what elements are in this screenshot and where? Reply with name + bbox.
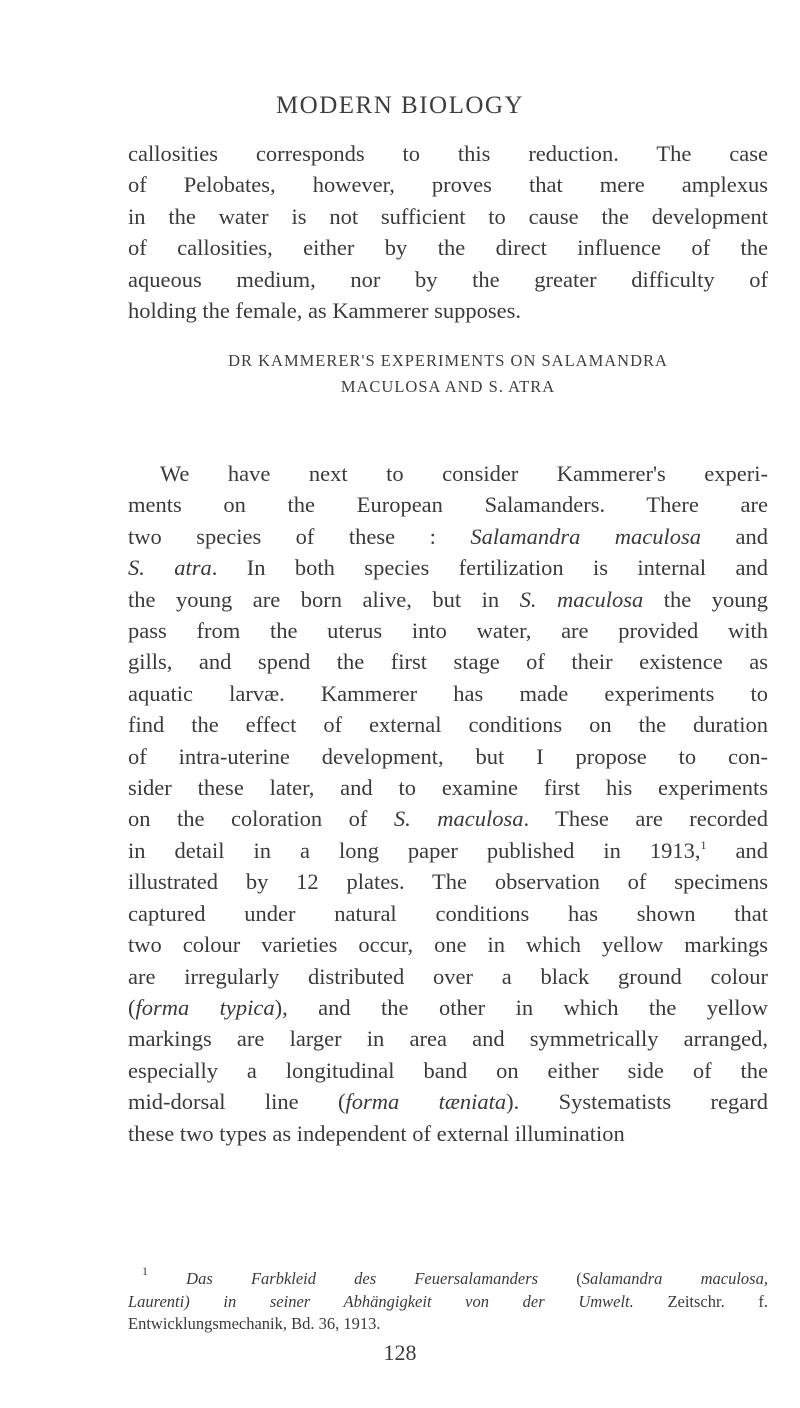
text-line: markings are larger in area and symmetrically arranged, <box>128 1026 768 1052</box>
text-line <box>128 835 768 866</box>
footnote-reference[interactable]: 1 <box>700 837 707 852</box>
text-line: are irregularly distributed over a black ground colour <box>128 963 768 989</box>
footnote-line <box>128 1264 768 1291</box>
text-line: especially a longitudinal band on either side of the <box>128 1057 768 1083</box>
italic-title: Salamandra maculosa, <box>581 1269 768 1288</box>
text-line: these two types as independent of external illumination <box>128 1120 625 1146</box>
italic-term: S. maculosa <box>519 586 644 612</box>
text-line: aqueous medium, nor by the greater difficulty of <box>128 266 768 292</box>
text-run: mid-dorsal line ( <box>128 1089 346 1115</box>
text-run: in detail in a long paper published in 1913, <box>128 837 701 863</box>
text-line <box>128 992 768 1023</box>
text-run: and <box>701 523 769 549</box>
text-line: We have next to consider Kammerer's experi- <box>160 461 768 486</box>
text-line <box>128 803 768 834</box>
text-run: ( <box>538 1269 582 1288</box>
italic-term: forma typica <box>135 994 275 1020</box>
footnote-line: Entwicklungsmechanik, Bd. 36, 1913. <box>128 1314 381 1333</box>
text-line: of callosities, either by the direct influence of the <box>128 235 768 261</box>
section-heading-line: MACULOSA AND S. ATRA <box>340 377 556 396</box>
text-line: aquatic larvæ. Kammerer has made experiments to <box>128 680 768 706</box>
text-line: two colour varieties occur, one in which yellow markings <box>128 932 768 958</box>
section-heading <box>128 348 768 400</box>
text-run: on the coloration of <box>128 806 394 832</box>
text-run: . In both species fertilization is internal and <box>211 555 768 581</box>
running-head: MODERN BIOLOGY <box>275 92 525 119</box>
text-run: Zeitschr. f. <box>633 1291 768 1311</box>
text-line <box>128 1086 768 1117</box>
paragraph-salamanders <box>128 458 768 1149</box>
footnote <box>128 1264 768 1336</box>
italic-term: S. maculosa <box>393 806 524 832</box>
footnote-line <box>128 1291 768 1314</box>
text-run: the young <box>643 586 768 612</box>
italic-title: Das Farbkleid des Feuersalamanders <box>148 1269 539 1288</box>
section-heading-line: DR KAMMERER'S EXPERIMENTS ON SALAMANDRA <box>228 351 668 370</box>
text-line <box>128 584 768 615</box>
italic-term: S. atra <box>128 555 212 581</box>
text-run: ). Systematists regard <box>506 1089 768 1115</box>
paragraph-callosities <box>128 138 768 326</box>
footnote-marker: 1 <box>142 1264 148 1278</box>
text-run: ( <box>128 994 136 1020</box>
text-run: and <box>706 837 768 863</box>
text-run: two species of these : <box>128 523 471 549</box>
text-line: pass from the uterus into water, are provided with <box>128 618 768 644</box>
text-run: ), and the other in which the yellow <box>274 994 768 1020</box>
text-line: captured under natural conditions has shown that <box>128 900 768 926</box>
text-line: sider these later, and to examine first his experiments <box>128 775 768 801</box>
text-line: illustrated by 12 plates. The observation of specimens <box>128 869 768 895</box>
text-run: . These are recorded <box>523 806 769 832</box>
text-line: of Pelobates, however, proves that mere amplexus <box>128 172 768 198</box>
text-line <box>128 521 768 552</box>
italic-term: forma tæniata <box>345 1089 507 1115</box>
text-line: find the effect of external conditions on the duration <box>128 712 768 738</box>
text-line: ments on the European Salamanders. There are <box>128 492 768 518</box>
text-line: of intra-uterine development, but I propose to con- <box>128 743 768 769</box>
text-line: gills, and spend the first stage of their existence as <box>128 649 768 675</box>
text-line: in the water is not sufficient to cause the development <box>128 203 768 229</box>
text-line <box>128 552 768 583</box>
text-line: holding the female, as Kammerer supposes. <box>128 298 522 324</box>
italic-title: Laurenti) in seiner Abhängigkeit von der Umwelt. <box>128 1291 634 1311</box>
page-number: 128 <box>383 1340 417 1365</box>
text-run: the young are born alive, but in <box>128 586 520 612</box>
text-line: callosities corresponds to this reduction. The case <box>128 141 768 166</box>
italic-term: Salamandra maculosa <box>470 523 702 549</box>
